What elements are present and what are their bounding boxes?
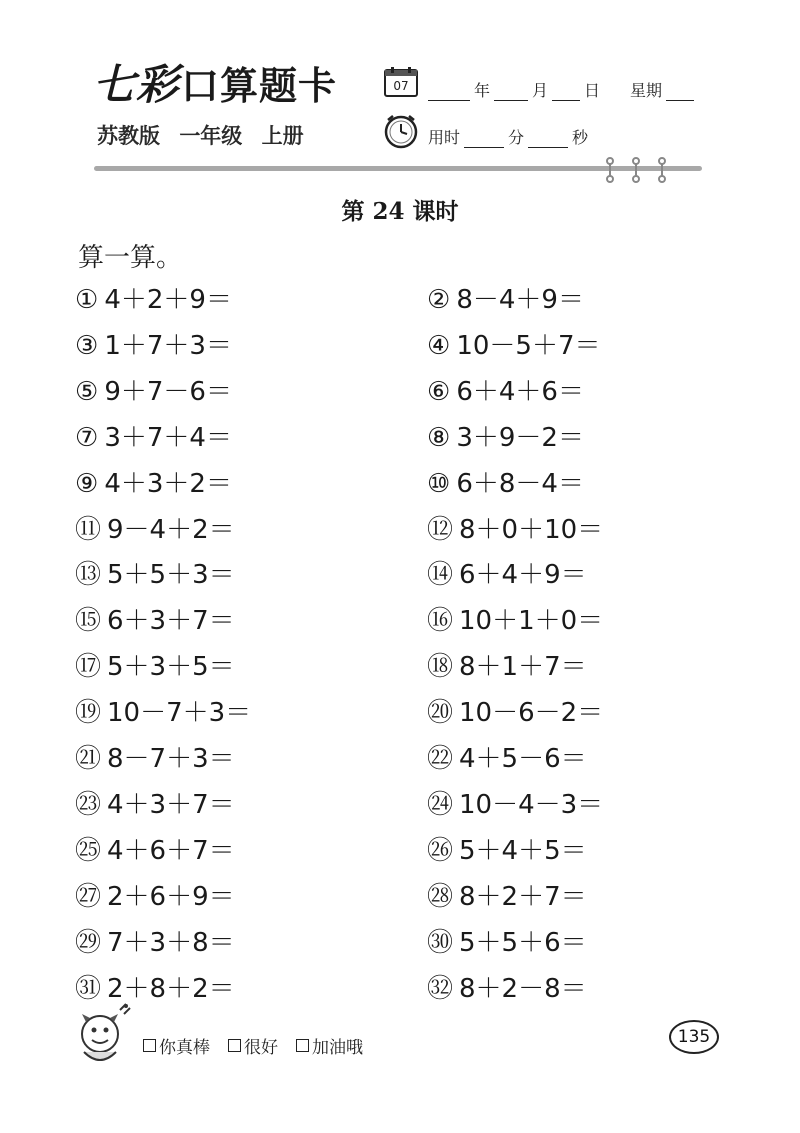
problem-number: ㉜	[427, 973, 454, 1004]
problem-number: ⑧	[427, 422, 451, 453]
problem-item	[75, 601, 235, 641]
problem-number: ①	[75, 285, 99, 315]
rating-option[interactable]	[296, 1033, 363, 1058]
problem-expression: 8－4＋9＝	[456, 285, 584, 315]
problem-expression: 9＋7－6＝	[104, 376, 232, 407]
problem-item	[75, 785, 235, 825]
problem-number: ⑤	[75, 376, 99, 407]
problem-expression: 10－4－3＝	[459, 789, 604, 820]
problem-item	[75, 877, 235, 917]
month-label: 月	[532, 81, 549, 100]
problem-number: ⑱	[427, 652, 454, 683]
rating-options	[143, 1033, 363, 1058]
brand-title	[93, 60, 338, 109]
rating-option[interactable]	[228, 1033, 278, 1058]
problem-expression: 9－4＋2＝	[107, 514, 235, 545]
problem-expression: 8＋0＋10＝	[459, 514, 604, 545]
problem-expression: 2＋8＋2＝	[107, 973, 235, 1004]
lesson-title: 第 24 课时	[341, 198, 459, 225]
calendar-icon	[383, 66, 419, 98]
problem-expression: 5＋5＋3＝	[107, 560, 235, 591]
problem-expression: 6＋3＋7＝	[107, 606, 235, 637]
problem-item	[75, 831, 235, 871]
problem-number: ㉑	[75, 744, 102, 774]
time-prefix-label: 用时	[428, 128, 461, 147]
rating-checkbox[interactable]	[228, 1039, 241, 1052]
grade-label: 一年级	[179, 124, 243, 148]
problem-expression: 4＋3＋2＝	[104, 468, 232, 499]
problem-expression: 6＋4＋9＝	[459, 560, 587, 591]
problem-item	[427, 785, 603, 825]
problem-expression: 8＋2－8＝	[459, 973, 587, 1004]
year-label: 年	[474, 81, 491, 100]
seconds-label: 秒	[572, 128, 589, 147]
problem-number: ㉛	[75, 973, 102, 1004]
problem-expression: 2＋6＋9＝	[107, 881, 235, 912]
problem-number: ②	[427, 285, 451, 315]
problem-expression: 8＋2＋7＝	[459, 881, 587, 912]
brand-lead: 七彩	[93, 60, 180, 109]
problem-item	[75, 555, 235, 595]
problem-number: ⑬	[75, 560, 102, 591]
problem-item	[75, 647, 235, 687]
header	[0, 0, 800, 190]
problem-expression: 10＋1＋0＝	[459, 606, 604, 637]
problem-number: ④	[427, 330, 451, 361]
problem-item	[75, 326, 232, 366]
problem-item	[427, 510, 603, 550]
problem-number: ㉘	[427, 881, 454, 912]
problem-number: ⑰	[75, 652, 102, 683]
problem-item	[427, 739, 587, 779]
problem-number: ⑫	[427, 514, 454, 545]
edition-label: 苏教版	[97, 124, 160, 148]
problem-expression: 3＋7＋4＝	[104, 422, 232, 453]
problem-item	[427, 418, 584, 458]
problem-item	[75, 923, 235, 963]
calendar-number: 07	[393, 79, 409, 93]
problem-expression: 3＋9－2＝	[456, 422, 584, 453]
problem-number: ⑳	[427, 698, 454, 729]
problem-expression: 1＋7＋3＝	[104, 330, 232, 361]
brand-rest: 口算题卡	[181, 63, 338, 108]
problem-item	[427, 877, 587, 917]
problem-expression: 10－7＋3＝	[107, 698, 252, 729]
problem-expression: 6＋4＋6＝	[456, 376, 584, 407]
minutes-label: 分	[508, 128, 525, 147]
problem-expression: 5＋4＋5＝	[459, 835, 587, 866]
time-fields	[428, 125, 588, 148]
problem-expression: 4＋3＋7＝	[107, 789, 235, 820]
problem-expression: 7＋3＋8＝	[107, 927, 235, 958]
rating-label: 你真棒	[159, 1038, 210, 1058]
day-blank[interactable]	[552, 84, 580, 101]
problem-number: ㉖	[427, 835, 454, 866]
problem-number: ㉗	[75, 881, 102, 912]
problem-item	[427, 601, 603, 641]
year-blank[interactable]	[428, 84, 470, 101]
problem-expression: 8＋1＋7＝	[459, 652, 587, 683]
problem-number: ㉒	[427, 744, 454, 774]
instruction: 算一算。	[78, 243, 183, 273]
month-blank[interactable]	[494, 84, 528, 101]
seconds-blank[interactable]	[528, 131, 568, 148]
problem-number: ⑮	[75, 606, 102, 637]
problem-number: ㉕	[75, 835, 102, 866]
problem-item	[427, 555, 587, 595]
date-fields	[428, 78, 698, 101]
problem-item	[427, 372, 584, 412]
problem-item	[75, 693, 251, 733]
problem-item	[75, 418, 232, 458]
problem-expression: 5＋3＋5＝	[107, 652, 235, 683]
problem-item	[75, 280, 232, 320]
problem-number: ㉚	[427, 927, 454, 958]
problem-number: ⑪	[75, 514, 102, 545]
problem-number: ⑨	[75, 468, 99, 499]
problem-item	[427, 831, 587, 871]
problem-number: ㉓	[75, 789, 102, 820]
problem-number: ⑦	[75, 422, 99, 453]
rating-checkbox[interactable]	[296, 1039, 309, 1052]
volume-label: 上册	[261, 124, 304, 148]
problem-item	[75, 372, 232, 412]
problem-item	[427, 647, 587, 687]
problem-item	[427, 280, 584, 320]
rating-label: 很好	[244, 1038, 278, 1058]
problem-item	[75, 464, 232, 504]
problem-item	[427, 923, 587, 963]
problem-item	[427, 969, 587, 1009]
problem-number: ⑩	[427, 468, 451, 499]
minutes-blank[interactable]	[464, 131, 504, 148]
week-label: 星期	[630, 81, 663, 100]
problem-expression: 4＋2＋9＝	[104, 285, 232, 315]
problem-expression: 4＋6＋7＝	[107, 835, 235, 866]
problem-number: ⑲	[75, 698, 102, 729]
problem-number: ㉙	[75, 927, 102, 958]
problem-expression: 5＋5＋6＝	[459, 927, 587, 958]
problem-expression: 6＋8－4＝	[456, 468, 584, 499]
problem-number: ⑭	[427, 560, 454, 591]
rating-label: 加油哦	[312, 1038, 363, 1058]
problem-number: ㉔	[427, 789, 454, 820]
problem-item	[75, 739, 235, 779]
problem-item	[427, 693, 603, 733]
day-label: 日	[584, 81, 601, 100]
binder-rings-icon	[600, 155, 680, 185]
problem-expression: 10－6－2＝	[459, 698, 604, 729]
problem-item	[75, 510, 235, 550]
problem-expression: 4＋5－6＝	[459, 744, 587, 774]
problem-number: ⑥	[427, 376, 451, 407]
edition-info	[97, 120, 304, 150]
problem-number: ⑯	[427, 606, 454, 637]
problem-expression: 10－5＋7＝	[456, 330, 601, 361]
mascot-icon	[70, 1000, 136, 1070]
page-number: 135	[669, 1020, 719, 1054]
rating-checkbox[interactable]	[143, 1039, 156, 1052]
week-blank[interactable]	[666, 84, 694, 101]
problem-expression: 8－7＋3＝	[107, 744, 235, 774]
rating-option[interactable]	[143, 1033, 210, 1058]
problem-item	[427, 326, 600, 366]
problem-item	[427, 464, 584, 504]
problem-number: ③	[75, 330, 99, 361]
clock-icon	[383, 113, 419, 149]
